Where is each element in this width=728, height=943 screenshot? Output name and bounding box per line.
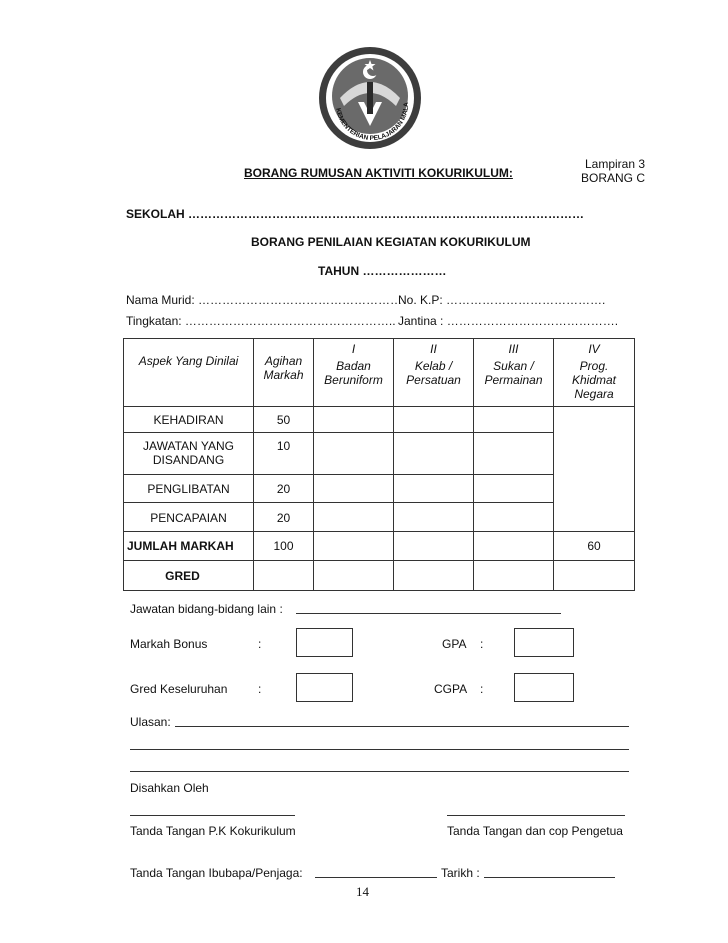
header-col-iv-num: IV <box>588 342 600 356</box>
cgpa-label: CGPA <box>434 682 468 696</box>
header-col-iv-line1: Prog. <box>579 359 609 373</box>
header-col-i-num: I <box>351 342 356 356</box>
cgpa-box[interactable] <box>514 673 574 702</box>
row-jawatan-label-line2: DISANDANG <box>152 453 225 467</box>
ulasan-line-3[interactable] <box>130 771 629 772</box>
tt-pengetua-label: Tanda Tangan dan cop Pengetua <box>447 824 623 838</box>
header-col-iii-line2: Permainan <box>484 373 543 387</box>
jawatan-lain-line[interactable] <box>296 613 561 614</box>
header-col-ii <box>394 339 474 407</box>
table-row <box>124 407 635 433</box>
cell-input[interactable] <box>314 433 394 475</box>
header-agihan-line1: Agihan <box>264 354 303 368</box>
row-penglibatan-label: PENGLIBATAN <box>124 475 254 503</box>
cell-input[interactable] <box>394 561 474 591</box>
header-col-ii-num: II <box>430 342 437 356</box>
header-col-iv-line2: Khidmat <box>571 373 617 387</box>
markah-bonus-box[interactable] <box>296 628 353 657</box>
header-col-i-line1: Badan <box>336 359 371 373</box>
tahun-field[interactable]: TAHUN ………………… <box>318 264 447 278</box>
cell-input[interactable] <box>474 532 554 561</box>
row-jumlah-value: 100 <box>254 532 314 561</box>
lampiran-label: Lampiran 3 <box>584 157 646 171</box>
markah-bonus-label: Markah Bonus <box>130 637 208 651</box>
header-col-ii-line1: Kelab / <box>414 359 453 373</box>
ulasan-line-2[interactable] <box>130 749 629 750</box>
row-pencapaian-label: PENCAPAIAN <box>124 503 254 532</box>
row-penglibatan-markah: 20 <box>254 475 314 503</box>
row-kehadiran-label: KEHADIRAN <box>124 407 254 433</box>
cell-input[interactable] <box>314 475 394 503</box>
cell-input[interactable] <box>314 532 394 561</box>
ministry-logo <box>318 46 422 150</box>
jawatan-lain-label: Jawatan bidang-bidang lain : <box>130 602 283 616</box>
header-col-iv-line3: Negara <box>574 387 614 401</box>
header-col-iii <box>474 339 554 407</box>
gred-keseluruhan-colon: : <box>258 682 262 696</box>
cgpa-colon: : <box>480 682 484 696</box>
signature-line-pengetua[interactable] <box>447 815 625 816</box>
tt-pk-label: Tanda Tangan P.K Kokurikulum <box>130 824 296 838</box>
row-jumlah-iv: 60 <box>554 532 635 561</box>
cell-input[interactable] <box>394 532 474 561</box>
cell-input[interactable] <box>474 433 554 475</box>
tarikh-line[interactable] <box>484 877 615 878</box>
page-number: 14 <box>356 884 369 899</box>
header-agihan-line2: Markah <box>263 368 304 382</box>
ulasan-label: Ulasan: <box>130 715 171 729</box>
header-col-iii-line1: Sukan / <box>493 359 534 373</box>
nama-murid-field[interactable]: Nama Murid: …………………………………………… <box>126 293 403 307</box>
gred-keseluruhan-box[interactable] <box>296 673 353 702</box>
cell-input[interactable] <box>254 561 314 591</box>
cell-input[interactable] <box>554 561 635 591</box>
table-row <box>124 561 635 591</box>
header-col-i-line2: Beruniform <box>324 373 383 387</box>
cell-input[interactable] <box>474 561 554 591</box>
cell-input[interactable] <box>394 503 474 532</box>
cell-input[interactable] <box>394 407 474 433</box>
disahkan-label: Disahkan Oleh <box>130 781 209 795</box>
lampiran-block <box>581 157 645 185</box>
header-agihan <box>254 339 314 407</box>
form-header-title: BORANG RUMUSAN AKTIVITI KOKURIKULUM: <box>244 166 513 180</box>
row-jawatan-label-line1: JAWATAN YANG <box>143 439 234 453</box>
signature-line-ibubapa[interactable] <box>315 877 437 878</box>
cell-input[interactable] <box>394 433 474 475</box>
header-col-iv <box>554 339 635 407</box>
header-aspek: Aspek Yang Dinilai <box>124 339 254 407</box>
table-header-row <box>124 339 635 407</box>
header-col-iii-num: III <box>508 342 519 356</box>
row-jawatan-label <box>124 433 254 475</box>
markah-bonus-colon: : <box>258 637 262 651</box>
tt-ibubapa-label: Tanda Tangan Ibubapa/Penjaga: <box>130 866 303 880</box>
no-kp-field[interactable]: No. K.P: …………………………………. <box>398 293 606 307</box>
cell-input[interactable] <box>474 503 554 532</box>
header-col-ii-line2: Persatuan <box>406 373 461 387</box>
gpa-box[interactable] <box>514 628 574 657</box>
form-title: BORANG PENILAIAN KEGIATAN KOKURIKULUM <box>251 235 531 249</box>
row-pencapaian-markah: 20 <box>254 503 314 532</box>
gpa-colon: : <box>480 637 484 651</box>
assessment-table <box>123 338 635 591</box>
cell-input[interactable] <box>394 475 474 503</box>
cell-input-iv-merged[interactable] <box>554 407 635 532</box>
gred-keseluruhan-label: Gred Keseluruhan <box>130 682 228 696</box>
sekolah-field[interactable]: SEKOLAH ……………………………………………………………………………………… <box>126 207 585 221</box>
tingkatan-field[interactable]: Tingkatan: …………………………………………….. <box>126 314 396 328</box>
cell-input[interactable] <box>314 407 394 433</box>
header-col-i <box>314 339 394 407</box>
table-row <box>124 532 635 561</box>
cell-input[interactable] <box>314 503 394 532</box>
ulasan-line-1[interactable] <box>175 726 629 727</box>
cell-input[interactable] <box>314 561 394 591</box>
row-jawatan-markah: 10 <box>254 433 314 475</box>
cell-input[interactable] <box>474 475 554 503</box>
jantina-field[interactable]: Jantina : ……………………………………. <box>398 314 619 328</box>
row-jumlah-label: JUMLAH MARKAH <box>124 532 254 561</box>
tarikh-label: Tarikh : <box>441 866 480 880</box>
logo-ring-text: KEMENTERIAN PELAJARAN MALA <box>334 102 411 143</box>
row-kehadiran-markah: 50 <box>254 407 314 433</box>
signature-line-pk[interactable] <box>130 815 295 816</box>
borang-label: BORANG C <box>581 171 646 185</box>
row-gred-label: GRED <box>124 561 254 591</box>
gpa-label: GPA <box>442 637 467 651</box>
cell-input[interactable] <box>474 407 554 433</box>
